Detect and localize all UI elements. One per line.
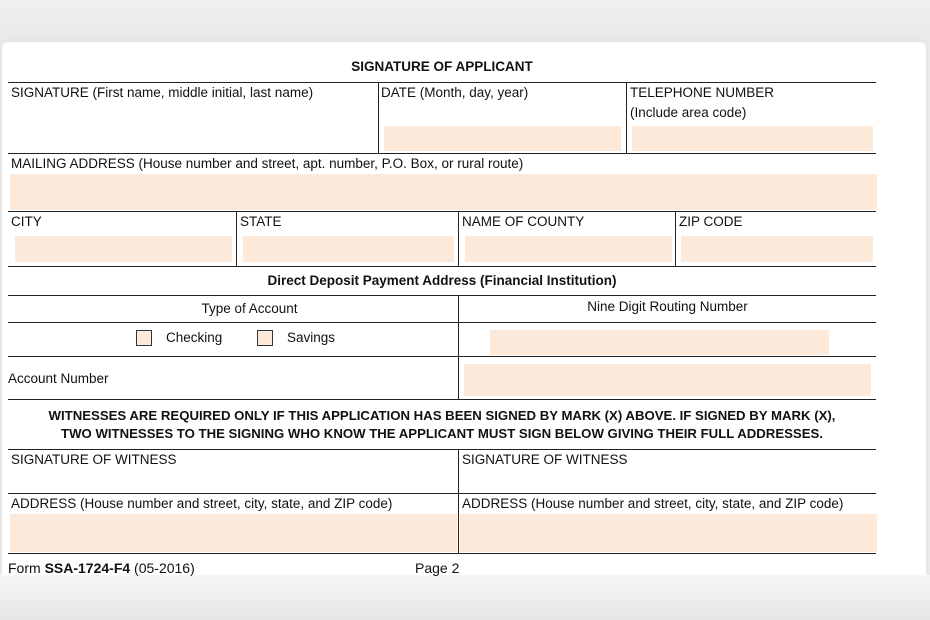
routing-number-field[interactable]: [490, 330, 829, 355]
witness-warning-line2: TWO WITNESSES TO THE SIGNING WHO KNOW THE APPLICANT MUST SIGN BELOW GIVING THEIR FULL ADDRESSES.: [61, 426, 823, 441]
rule-city-bottom: [8, 266, 876, 267]
rule-mailing-bottom: [8, 211, 876, 212]
divider-state-county: [458, 211, 459, 266]
account-number-label: Account Number: [8, 371, 109, 386]
rule-deposit-title-bottom: [8, 295, 876, 296]
rule-warning-bottom: [8, 449, 876, 450]
savings-checkbox[interactable]: [257, 330, 273, 346]
witness-warning-line1: WITNESSES ARE REQUIRED ONLY IF THIS APPLICATION HAS BEEN SIGNED BY MARK (X) ABOVE. IF SIGNED BY MARK (X),: [48, 408, 836, 423]
form-date: (05-2016): [130, 560, 195, 576]
rule-top: [8, 82, 876, 83]
zip-label: ZIP CODE: [679, 214, 743, 229]
divider-city-state: [236, 211, 237, 266]
telephone-field[interactable]: [632, 126, 873, 151]
witness2-signature-label: SIGNATURE OF WITNESS: [462, 452, 628, 467]
direct-deposit-title: Direct Deposit Payment Address (Financial Institution): [267, 273, 617, 288]
background-bottom: [0, 575, 930, 620]
divider-date-telephone: [626, 82, 627, 153]
rule-witness-bottom: [8, 493, 876, 494]
telephone-sublabel: (Include area code): [630, 105, 747, 120]
mailing-address-field[interactable]: [10, 174, 877, 210]
witness1-address-field[interactable]: [10, 514, 457, 552]
section-title: SIGNATURE OF APPLICANT: [351, 59, 533, 74]
form-number: [8, 560, 195, 576]
county-label: NAME OF COUNTY: [462, 214, 585, 229]
city-label: CITY: [11, 214, 42, 229]
witness1-signature-label: SIGNATURE OF WITNESS: [11, 452, 177, 467]
page-number: Page 2: [415, 560, 460, 576]
checking-label: Checking: [166, 330, 223, 345]
form-prefix: Form: [8, 560, 45, 576]
state-label: STATE: [240, 214, 282, 229]
routing-number-label: Nine Digit Routing Number: [587, 299, 748, 314]
rule-account-bottom: [8, 399, 876, 400]
witness1-address-label: ADDRESS (House number and street, city, state, and ZIP code): [11, 496, 393, 511]
rule-checkbox-bottom: [8, 356, 876, 357]
divider-signature-date: [378, 82, 379, 153]
city-field[interactable]: [15, 236, 232, 262]
witness2-address-field[interactable]: [460, 514, 877, 552]
state-field[interactable]: [243, 236, 454, 262]
account-type-label: Type of Account: [201, 301, 298, 316]
mailing-address-label: MAILING ADDRESS (House number and street, apt. number, P.O. Box, or rural route): [11, 156, 524, 171]
divider-witnesses: [458, 449, 459, 553]
savings-label: Savings: [287, 330, 336, 345]
rule-type-header-bottom: [8, 322, 876, 323]
rule-signature-bottom: [8, 153, 876, 154]
divider-county-zip: [675, 211, 676, 266]
date-label: DATE (Month, day, year): [381, 85, 529, 100]
telephone-label: TELEPHONE NUMBER: [630, 85, 775, 100]
witness2-address-label: ADDRESS (House number and street, city, state, and ZIP code): [462, 496, 844, 511]
checking-checkbox[interactable]: [136, 330, 152, 346]
rule-address-bottom: [8, 553, 876, 554]
county-field[interactable]: [465, 236, 672, 262]
form-id: SSA-1724-F4: [44, 560, 131, 576]
account-number-field[interactable]: [464, 364, 871, 396]
signature-label: SIGNATURE (First name, middle initial, last name): [11, 85, 314, 100]
zip-field[interactable]: [681, 236, 873, 262]
date-field[interactable]: [384, 126, 621, 151]
background-top: [0, 0, 930, 42]
